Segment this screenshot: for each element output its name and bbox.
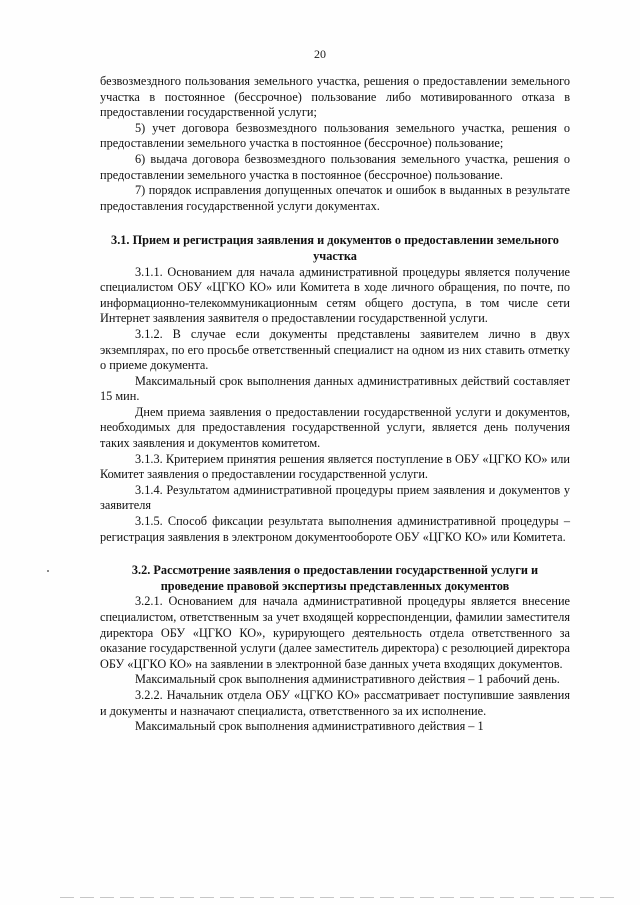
paragraph: Максимальный срок выполнения данных административных действий составляет 15 мин.: [100, 373, 570, 404]
paragraph: безвозмездного пользования земельного участка, решения о предоставлении земельного участка в постоянное (бессрочное) пользование либо мотивированного отказа в предоставлении государственной услуги;: [100, 74, 570, 120]
paragraph: 6) выдача договора безвозмездного пользования земельного участка, решения о предоставлении земельного участка в постоянное (бессрочное) пользование.: [100, 151, 570, 182]
document-body: [100, 74, 570, 735]
scan-edge-line: [60, 897, 620, 898]
paragraph: Максимальный срок выполнения административного действия – 1: [135, 719, 484, 734]
page-number: 20: [314, 47, 326, 61]
paragraph: 3.1.4. Результатом административной процедуры прием заявления и документов у заявителя: [100, 482, 570, 513]
scan-speck: [47, 570, 49, 572]
paragraph: 3.1.3. Критерием принятия решения является поступление в ОБУ «ЦГКО КО» или Комитет заявления о предоставлении государственной услуги.: [100, 451, 570, 482]
paragraph: 7) порядок исправления допущенных опечаток и ошибок в выданных в результате предоставления государственной услуги документах.: [100, 183, 570, 213]
section-heading: 3.2. Рассмотрение заявления о предоставлении государственной услуги и проведение правовой экспертизы представленных документов: [131, 563, 539, 593]
paragraph: 3.1.5. Способ фиксации результата выполнения административной процедуры – регистрация заявления в электроном документообороте ОБУ «ЦГКО КО» или Комитета.: [100, 514, 570, 544]
paragraph: Максимальный срок выполнения административного действия – 1 рабочий день.: [135, 672, 560, 687]
section-heading: 3.1. Прием и регистрация заявления и документов о предоставлении земельного участка: [111, 233, 559, 263]
paragraph: Днем приема заявления о предоставлении государственной услуги и документов, необходимых для предоставления государственной услуги, является день получения таких заявления и документов комитетом.: [100, 404, 570, 451]
paragraph: 3.2.1. Основанием для начала административной процедуры является внесение специалистом, ответственным за учет входящей корреспонденции, фамилии заместителя директора ОБУ «ЦГКО КО», курирующего деятельность отдела ответственного за оказание государственной услуги (далее заместитель директора) с резолюцией директора ОБУ «ЦГКО КО» на заявлении в электронной базе данных учета входящих документов.: [100, 594, 570, 671]
paragraph: 3.1.2. В случае если документы представлены заявителем лично в двух экземплярах, по его просьбе ответственный специалист на одном из них ставить отметку о приеме документа.: [100, 326, 570, 373]
paragraph: 3.2.2. Начальник отдела ОБУ «ЦГКО КО» рассматривает поступившие заявления и документы и назначают специалиста, ответственного за их исполнение.: [100, 687, 570, 718]
paragraph: 5) учет договора безвозмездного пользования земельного участка, решения о предоставлении земельного участка в постоянное (бессрочное) пользование;: [100, 120, 570, 151]
paragraph: 3.1.1. Основанием для начала административной процедуры является получение специалистом ОБУ «ЦГКО КО» или Комитета в ходе личного обращения, по почте, по информационно-телекоммуникационным сетям общего доступа, в том числе сети Интернет заявления заявителя о предоставлении государственной услуги.: [100, 264, 570, 326]
